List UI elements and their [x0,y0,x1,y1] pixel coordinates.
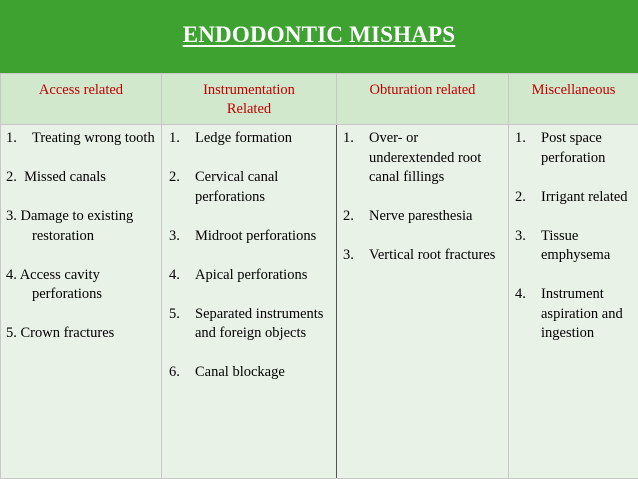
item-number: 1. [6,130,17,146]
obturation-related-cell [337,125,509,479]
instrumentation-related-list [169,129,333,383]
list-item [6,266,158,305]
list-item [515,188,635,208]
mishaps-table [0,73,638,479]
item-text: Instrument aspiration and ingestion [541,286,623,341]
instrumentation-related-cell [162,125,337,479]
item-number: 3. [169,227,180,244]
item-text: Separated instruments and foreign objects [195,305,324,341]
list-item [169,266,333,286]
item-text: Missed canals [24,169,106,185]
item-number: 4. [6,266,20,283]
item-number: 2. [343,208,354,224]
item-text: Apical perforations [195,266,308,283]
item-number: 1. [343,130,354,146]
item-text: Midroot perforations [195,227,317,244]
item-text-part: Damage to existing [20,208,134,224]
item-text-continued: restoration [32,227,95,244]
column-header-miscellaneous: Miscellaneous [509,74,638,125]
item-number: 6. [169,364,180,380]
item-text: Ledge formation [195,130,293,146]
obturation-related-list [343,129,505,266]
list-item [6,168,158,188]
list-item [343,207,505,227]
list-item [343,246,505,266]
item-text: Nerve paresthesia [369,208,473,224]
access-related-cell [1,125,162,479]
item-text-continued: perforations [32,286,103,302]
list-item [6,324,158,344]
column-header-instrumentation: Instrumentation Related [162,74,337,125]
miscellaneous-list [515,129,635,344]
list-item [169,227,333,247]
item-text: Vertical root fractures [369,247,496,263]
item-text: Irrigant related [541,188,628,205]
list-item [169,129,333,149]
item-number: 5. [169,305,180,322]
item-number: 5. [6,325,21,341]
list-item [6,207,158,246]
item-number: 3. [343,247,354,263]
list-item [515,227,635,266]
item-number: 1. [515,130,526,146]
item-number: 4. [169,266,180,283]
item-text-part: Access cavity [19,266,100,283]
header-row [1,74,638,125]
page-title: ENDODONTIC MISHAPS [182,21,456,47]
item-number: 4. [515,286,526,302]
miscellaneous-cell [509,125,638,479]
list-item [515,285,635,344]
access-related-list [6,129,158,344]
item-text: Treating wrong tooth [32,130,155,146]
item-number: 2. [6,169,21,185]
list-item [169,305,333,344]
item-text: Cervical canal perforations [195,169,279,205]
item-text: Post space perforation [541,130,606,166]
body-row [1,125,638,479]
item-number: 2. [169,169,180,185]
column-header-obturation: Obturation related [337,74,509,125]
list-item [343,129,505,188]
item-text: Canal blockage [195,364,285,380]
list-item [515,129,635,168]
item-text: Crown fractures [20,325,115,341]
title-bar [0,0,638,73]
list-item [6,129,158,149]
item-number: 3. [6,208,21,224]
list-item [169,168,333,207]
item-number: 3. [515,227,526,244]
item-number: 1. [169,130,180,146]
item-text: Tissue emphysema [541,227,611,263]
item-number: 2. [515,188,526,205]
list-item [169,363,333,383]
item-text: Over- or underextended root canal fillings [369,130,482,185]
column-header-access: Access related [1,74,162,125]
